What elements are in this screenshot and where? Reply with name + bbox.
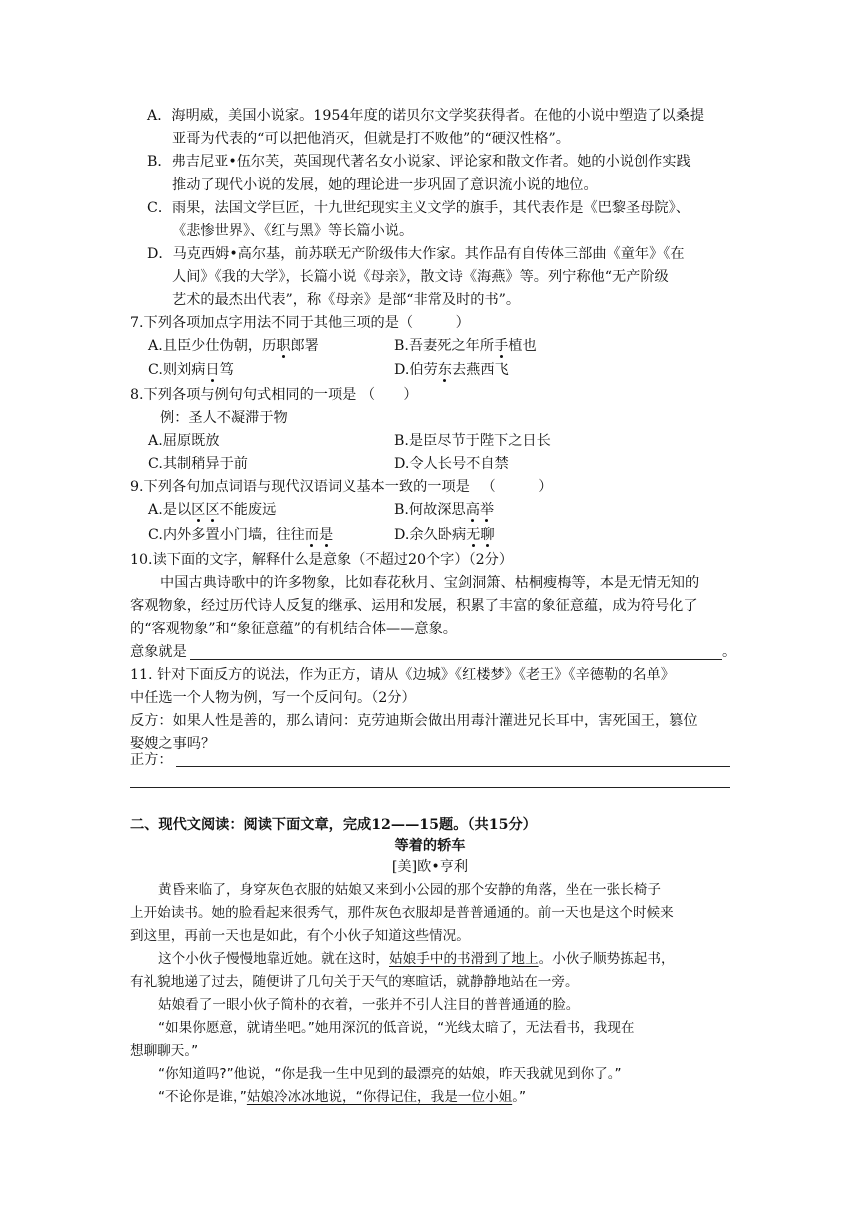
story-p2-line1: 这个小伙子慢慢地靠近她。就在这时，姑娘手中的书滑到了地上。小伙子顺势拣起书， — [158, 951, 675, 967]
emphasis-dot-char: 而 — [304, 527, 319, 543]
q7-stem: 7.下列各项加点字用法不同于其他三项的是（ ） — [130, 315, 470, 331]
story-p6: “不论你是谁，”姑娘冷冰冰地说，“你得记住，我是一位小姐。” — [158, 1089, 527, 1105]
emphasis-dot-char: 举 — [479, 502, 495, 518]
story-p1-line2: 上开始读书。她的脸看起来很秀气，那件灰色衣服却是普普通通的。前一天也是这个时候来 — [130, 905, 674, 921]
emphasis-dot-char: 区 — [191, 502, 206, 518]
q11-stem-line2: 中任选一个人物为例，写一个反问句。（2分） — [130, 690, 416, 706]
q6-option-a-line2: 亚哥为代表的“可以把他消灭，但就是打不败他”的“硬汉性格”。 — [172, 131, 570, 147]
q8-option-d: D.令人长号不自禁 — [394, 456, 509, 472]
emphasis-dot-char: 职 — [276, 338, 291, 354]
story-title: 等着的轿车 — [394, 838, 466, 854]
q6-option-b-line1: B．弗吉尼亚•伍尔芙，英国现代著名女小说家、评论家和散文作者。她的小说创作实践 — [147, 154, 691, 170]
q7-option-a: A.且臣少仕伪朝，历职郎署 — [148, 338, 319, 354]
emphasis-dot-char: 聊 — [480, 527, 495, 543]
story-p2-line2: 有礼貌地递了过去，随便讲了几句关于天气的寒暄话，就静静地站在一旁。 — [130, 974, 579, 990]
emphasis-dot-char: 日 — [205, 362, 220, 378]
q11-con-line1: 反方：如果人性是善的，那么请问：克劳迪斯会做出用毒汁灌进兄长耳中，害死国王，篡位 — [130, 713, 698, 729]
q9-option-b: B.何故深思高举 — [394, 502, 495, 518]
q10-answer-label: 意象就是 — [130, 644, 187, 660]
section-2-heading: 二、现代文阅读：阅读下面文章，完成12——15题。（共15分） — [130, 817, 537, 833]
q6-option-d-line3: 艺术的最杰出代表”，称《母亲》是部“非常及时的书”。 — [172, 292, 521, 308]
q8-example: 例：圣人不凝滞于物 — [160, 410, 288, 426]
q6-option-c-line2: 《悲惨世界》、《红与黑》等长篇小说。 — [172, 223, 414, 239]
story-p5: “你知道吗?”他说，“你是我一生中见到的最漂亮的姑娘，昨天我就见到你了。” — [158, 1066, 622, 1082]
q10-passage-line3: 的“客观物象”和“象征意蕴”的有机结合体——意象。 — [130, 621, 457, 637]
q10-passage-line2: 客观物象，经过历代诗人反复的继承、运用和发展，积累了丰富的象征意蕴，成为符号化了 — [130, 598, 698, 614]
q6-option-d-line2: 人间》《我的大学》，长篇小说《母亲》，散文诗《海燕》等。列宁称他“无产阶级 — [172, 269, 669, 285]
q9-option-a: A.是以区区不能废远 — [148, 502, 277, 518]
story-p1-line3: 到这里，再前一天也是如此，有个小伙子知道这些情况。 — [130, 928, 470, 944]
q8-option-a: A.屈原既放 — [148, 433, 220, 449]
q8-option-b: B.是臣尽节于陛下之日长 — [394, 433, 551, 449]
emphasis-dot-char: 手 — [494, 338, 509, 354]
q7-option-b: B.吾妻死之年所手植也 — [394, 338, 537, 354]
emphasis-dot-char: 区 — [205, 502, 220, 518]
story-p3: 姑娘看了一眼小伙子简朴的衣着，一张并不引人注目的普普通通的脸。 — [158, 997, 580, 1013]
story-author: [美]欧•亨利 — [391, 859, 469, 875]
q9-stem: 9.下列各句加点词语与现代汉语词义基本一致的一项是 （ ） — [130, 479, 553, 495]
q10-stem: 10.读下面的文字，解释什么是意象（不超过20个字）（2分） — [130, 552, 514, 568]
emphasis-dot-char: 无 — [466, 527, 481, 543]
q9-option-d: D.余久卧病无聊 — [394, 527, 495, 543]
story-p4-line1: “如果你愿意，就请坐吧。”她用深沉的低音说，“光线太暗了，无法看书，我现在 — [158, 1020, 635, 1036]
q11-con-line2: 娶嫂之事吗？ — [130, 736, 216, 752]
q10-answer-end: 。 — [722, 644, 737, 660]
q8-option-c: C.其制稍异于前 — [148, 456, 248, 472]
story-p1-line1: 黄昏来临了，身穿灰色衣服的姑娘又来到小公园的那个安静的角落，坐在一张长椅子 — [158, 882, 661, 898]
q6-option-b-line2: 推动了现代小说的发展，她的理论进一步巩固了意识流小说的地位。 — [172, 177, 598, 193]
q10-answer-line[interactable] — [190, 659, 722, 660]
story-p4-line2: 想聊聊天。” — [130, 1043, 199, 1059]
q7-option-d: D.伯劳东去燕西飞 — [394, 362, 509, 378]
q7-option-c: C.则刘病日笃 — [148, 362, 234, 378]
q11-stem-line1: 11. 针对下面反方的说法，作为正方，请从《边城》《红楼梦》《老王》《辛德勒的名单》 — [130, 667, 675, 683]
q6-option-d-line1: D．马克西姆•高尔基，前苏联无产阶级伟大作家。其作品有自传体三部曲《童年》《在 — [147, 246, 685, 262]
emphasis-dot-char: 是 — [318, 527, 334, 543]
q11-answer-line2[interactable] — [130, 787, 730, 788]
q6-option-a-line1: A．海明威，美国小说家。1954年度的诺贝尔文学奖获得者。在他的小说中塑造了以桑提 — [147, 108, 705, 124]
q11-pro-label: 正方： — [130, 752, 173, 768]
q11-answer-line1[interactable] — [176, 766, 730, 767]
underlined-phrase: 姑娘手中的书滑到了地上 — [389, 951, 539, 967]
q9-option-c: C.内外多置小门墙，往往而是 — [148, 527, 334, 543]
underlined-phrase: 姑娘冷冰冰地说，“你得记住，我是一位小姐 — [246, 1089, 513, 1105]
q8-stem: 8.下列各项与例句句式相同的一项是 （ ） — [130, 387, 418, 403]
emphasis-dot-char: 高 — [465, 502, 480, 518]
emphasis-dot-char: 东 — [437, 362, 452, 378]
q6-option-c-line1: C．雨果，法国文学巨匠，十九世纪现实主义文学的旗手，其代表作是《巴黎圣母院》、 — [147, 200, 690, 216]
q10-passage-line1: 中国古典诗歌中的许多物象，比如春花秋月、宝剑洞箫、枯桐瘦梅等，本是无情无知的 — [160, 575, 700, 591]
